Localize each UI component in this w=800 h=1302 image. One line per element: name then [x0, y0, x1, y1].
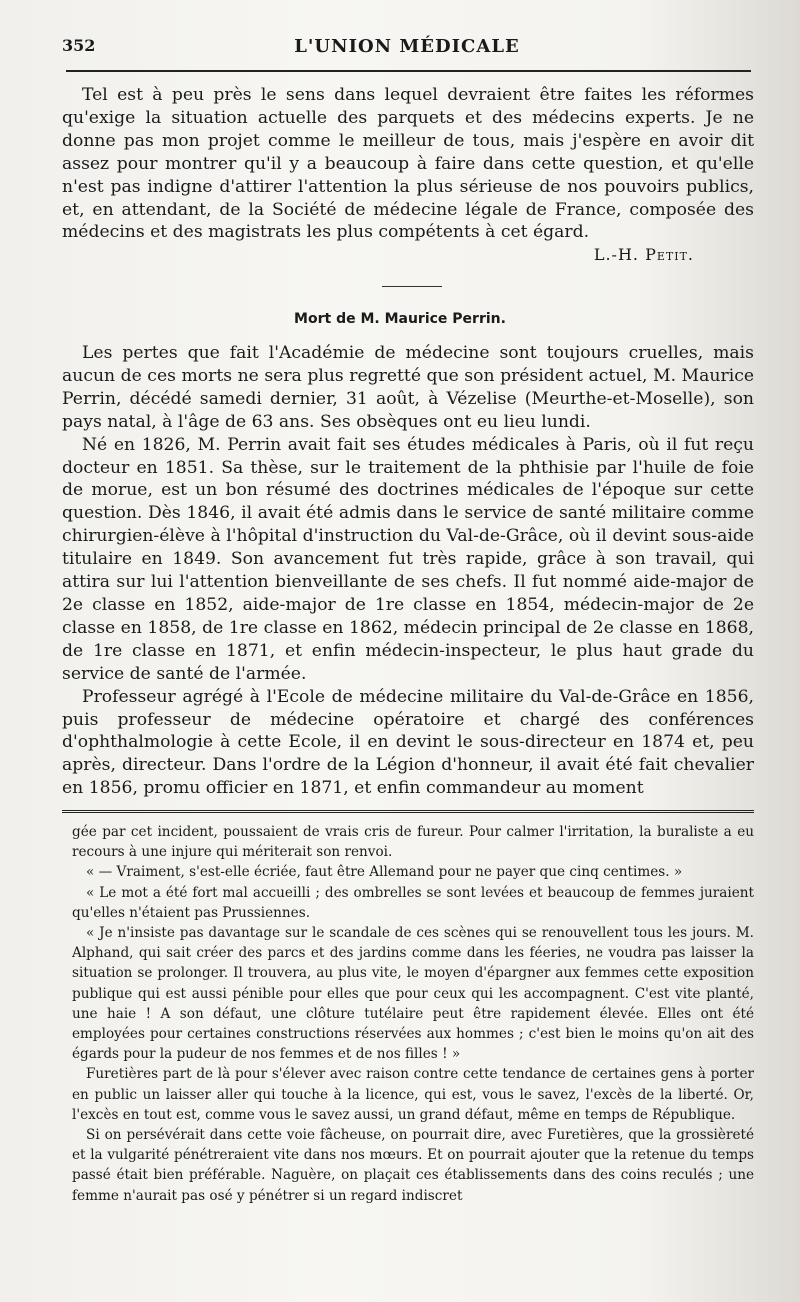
obituary-paragraph: Né en 1826, M. Perrin avait fait ses études médicales à Paris, où il fut reçu docteur en 1851. Sa thèse, sur le traitement de la phthisie par l'huile de foie de morue, est un bon résumé des doctrines médicales de l'époque sur cette question. Dès 1846, il avait été admis dans le service de santé militaire comme chirurgien-élève à l'hôpital d'instruction du Val-de-Grâce, où il devint sous-aide titulaire en 1849. Son avancement fut très rapide, grâce à son travail, qui attira sur lui l'attention bienveillante de ses chefs. Il fut nommé aide-major de 2e classe en 1852, aide-major de 1re classe en 1854, médecin-major de 2e classe en 1858, de 1re classe en 1862, médecin principal de 2e classe en 1868, de 1re classe en 1871, et enfin médecin-inspecteur, le plus haut grade du service de santé de l'armée.	[62, 434, 754, 684]
column-separator-rule	[62, 810, 754, 813]
obituary-paragraph: Les pertes que fait l'Académie de médecine sont toujours cruelles, mais aucun de ces morts ne sera plus regretté que son président actuel, M. Maurice Perrin, décédé samedi dernier, 31 août, à Vézelise (Meurthe-et-Moselle), son pays natal, à l'âge de 63 ans. Ses obsèques ont eu lieu lundi.	[62, 343, 754, 432]
lower-paragraph: « Le mot a été fort mal accueilli ; des ombrelles se sont levées et beaucoup de femmes juraient qu'elles n'étaient pas Prussiennes.	[72, 884, 754, 921]
lower-paragraph: « Je n'insiste pas davantage sur le scandale de ces scènes qui se renouvellent tous les jours. M. Alphand, qui sait créer des parcs et des jardins comme dans les féeries, ne voudra pas laisser la situation se prolonger. Il trouvera, au plus vite, le moyen d'épargner aux femmes cette exposition publique qui est aussi pénible pour elles que pour ceux qui les accompagnent. C'est vite planté, une haie ! A son défaut, une clôture tutélaire peut être rapidement élevée. Elles ont été employées pour certaines constructions réservées aux hommes ; c'est bien le moins qu'on ait des égards pour la pudeur de nos femmes et de nos filles ! »	[72, 925, 754, 1063]
lower-paragraph: Si on persévérait dans cette voie fâcheuse, on pourrait dire, avec Furetières, que la grossièreté et la vulgarité pénétreraient vite dans nos mœurs. Et on pourrait ajouter que la retenue du temps passé était bien préférable. Naguère, on plaçait ces établissements dans des coins reculés ; une femme n'aurait pas osé y pénétrer si un regard indiscret	[72, 1127, 754, 1204]
article-paragraph: Tel est à peu près le sens dans lequel devraient être faites les réformes qu'exige la situation actuelle des parquets et des médecins experts. Je ne donne pas mon projet comme le meilleur de tous, mais j'espère en avoir dit assez pour montrer qu'il y a beaucoup à faire dans cette question, et qu'elle n'est pas indigne d'attirer l'attention la plus sérieuse de nos pouvoirs publics, et, en attendant, de la Société de médecine légale de France, composée des médecins et des magistrats les plus compétents à cet égard.	[62, 85, 754, 243]
page-header	[62, 36, 752, 58]
section-divider	[382, 286, 442, 287]
page-number: 352	[62, 36, 96, 55]
running-title: L'UNION MÉDICALE	[294, 36, 520, 57]
lower-column	[72, 822, 754, 1206]
lower-paragraph: Furetières part de là pour s'élever avec raison contre cette tendance de certaines gens à porter en public un laisser aller qui touche à la licence, qui est, vous le savez, l'excès de la liberté. Or, l'excès en tout est, comme vous le savez aussi, un grand défaut, même en temps de République.	[72, 1066, 754, 1123]
lower-paragraph: « — Vraiment, s'est-elle écriée, faut être Allemand pour ne payer que cinq centimes. »	[86, 864, 683, 881]
obituary-paragraph: Professeur agrégé à l'Ecole de médecine militaire du Val-de-Grâce en 1856, puis professeur de médecine opératoire et chargé des conférences d'ophthalmologie à cette Ecole, il en devint le sous-directeur en 1874 et, peu après, directeur. Dans l'ordre de la Légion d'honneur, il avait été fait chevalier en 1856, promu officier en 1871, et enfin commandeur au moment	[62, 686, 754, 799]
obituary-title: Mort de M. Maurice Perrin.	[294, 311, 506, 327]
author-signature: L.-H. Petit.	[593, 245, 694, 265]
article-conclusion	[62, 84, 754, 267]
obituary-body	[62, 342, 754, 800]
header-rule	[66, 70, 751, 72]
lower-paragraph: gée par cet incident, poussaient de vrais cris de fureur. Pour calmer l'irritation, la buraliste a eu recours à une injure qui mériterait son renvoi.	[72, 824, 754, 861]
